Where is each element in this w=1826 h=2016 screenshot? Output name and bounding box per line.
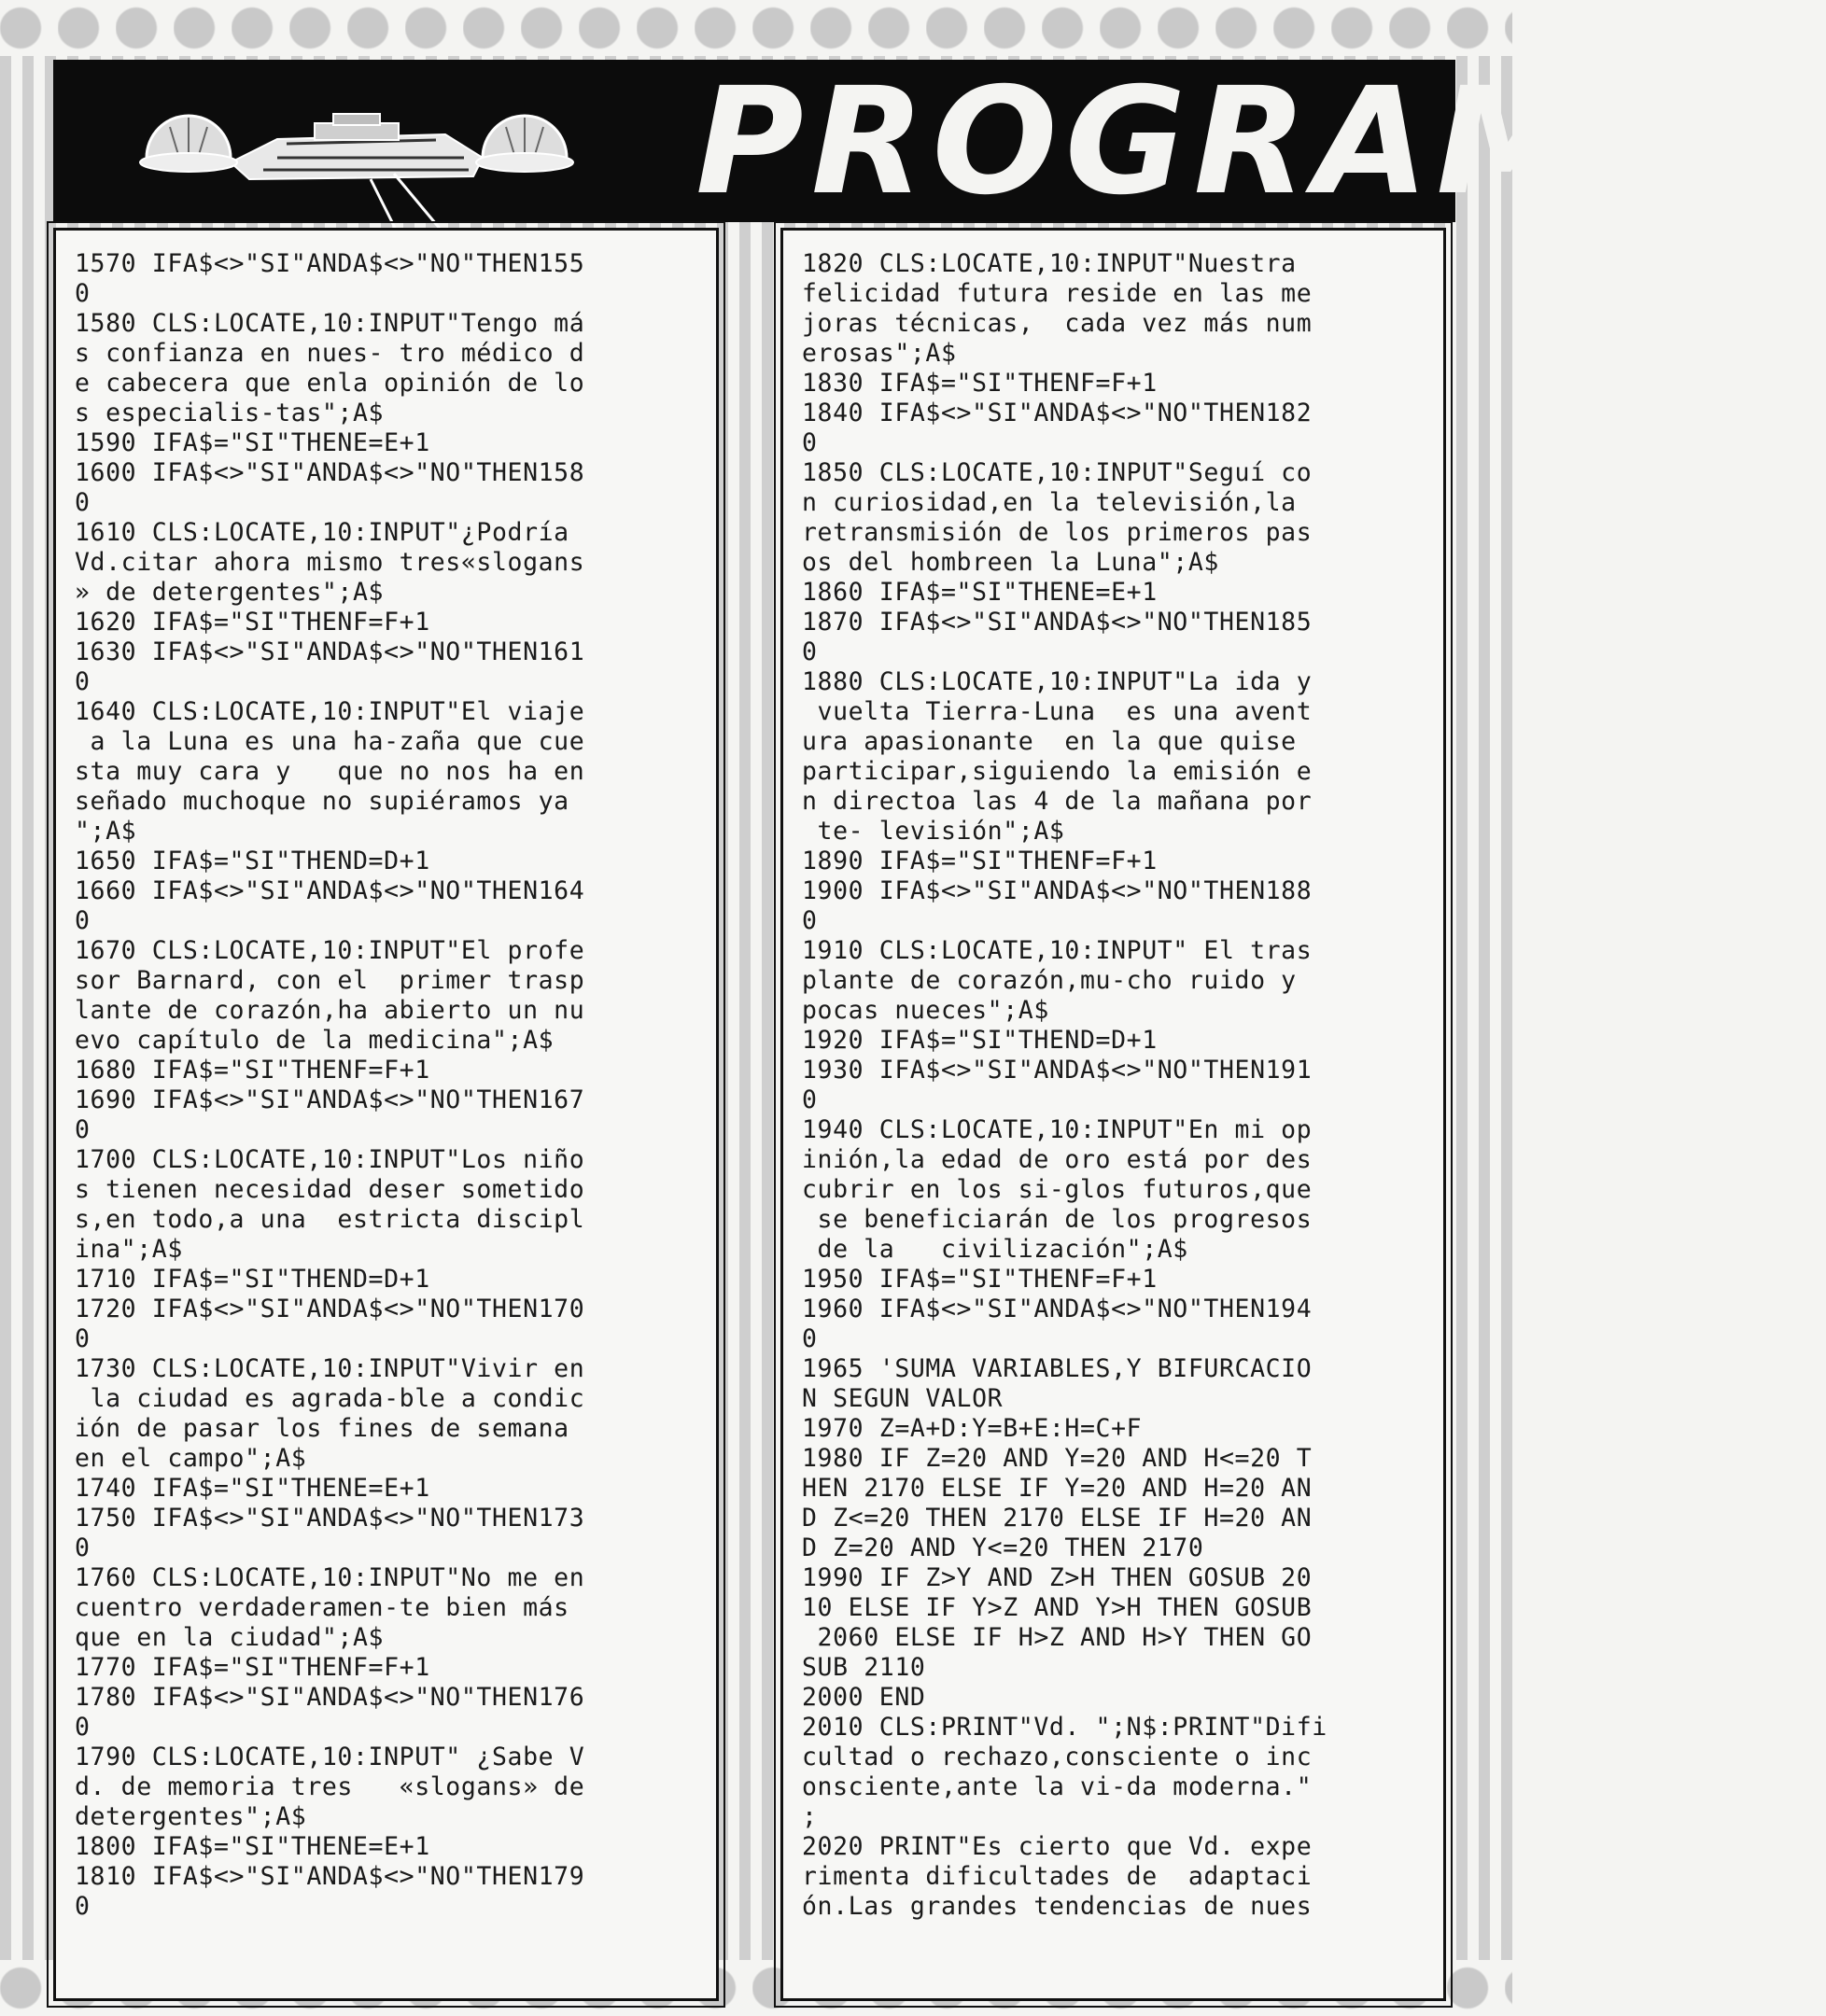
program-listing-right-column xyxy=(780,228,1446,2001)
code-listing-right: 1820 CLS:LOCATE,10:INPUT"Nuestra felicidad futura reside en las me joras técnicas, cada vez más num erosas";A$ 1830 IFA$="SI"THENF=F+1 1840 IFA$<>"SI"ANDA$<>"NO"THEN182 0 1850 CLS:LOCATE,10:INPUT"Seguí co n curiosidad,en la televisión,la retransmisión de los primeros pas os del hombreen la Luna";A$ 1860 IFA$="SI"THENE=E+1 1870 IFA$<>"SI"ANDA$<>"NO"THEN185 0 1880 CLS:LOCATE,10:INPUT"La ida y vuelta Tierra-Luna es una avent ura apasionante en la que quise participar,siguiendo la emisión e n directoa las 4 de la mañana por te- levisión";A$ 1890 IFA$="SI"THENF=F+1 1900 IFA$<>"SI"ANDA$<>"NO"THEN188 0 1910 CLS:LOCATE,10:INPUT" El tras plante de corazón,mu-cho ruido y pocas nueces";A$ 1920 IFA$="SI"THEND=D+1 1930 IFA$<>"SI"ANDA$<>"NO"THEN191 0 1940 CLS:LOCATE,10:INPUT"En mi op inión,la edad de oro está por des cubrir en los si-glos futuros,que se beneficiarán de los progresos de la civilización";A$ 1950 IFA$="SI"THENF=F+1 1960 IFA$<>"SI"ANDA$<>"NO"THEN194 0 1965 'SUMA VARIABLES,Y BIFURCACIO N SEGUN VALOR 1970 Z=A+D:Y=B+E:H=C+F 1980 IF Z=20 AND Y=20 AND H<=20 T HEN 2170 ELSE IF Y=20 AND H=20 AN D Z<=20 THEN 2170 ELSE IF H=20 AN D Z=20 AND Y<=20 THEN 2170 1990 IF Z>Y AND Z>H THEN GOSUB 20 10 ELSE IF Y>Z AND Y>H THEN GOSUB 2060 ELSE IF H>Z AND H>Y THEN GO SUB 2110 2000 END 2010 CLS:PRINT"Vd. ";N$:PRINT"Difi cultad o rechazo,consciente o inc onsciente,ante la vi-da moderna." ; 2020 PRINT"Es cierto que Vd. expe rimenta dificultades de adaptaci ón.Las grandes tendencias de nues xyxy=(802,249,1327,1921)
header-banner xyxy=(53,56,1826,228)
spaceship-illustration xyxy=(91,69,613,218)
program-listing-left-column xyxy=(53,228,719,2001)
page-title: PROGRAMAS xyxy=(695,56,1826,228)
dotted-border-top xyxy=(0,0,1512,56)
code-listing-left: 1570 IFA$<>"SI"ANDA$<>"NO"THEN155 0 1580 CLS:LOCATE,10:INPUT"Tengo má s confianza en nues- tro médico d e cabecera que enla opinión de lo s especialis-tas";A$ 1590 IFA$="SI"THENE=E+1 1600 IFA$<>"SI"ANDA$<>"NO"THEN158 0 1610 CLS:LOCATE,10:INPUT"¿Podría Vd.citar ahora mismo tres«slogans » de detergentes";A$ 1620 IFA$="SI"THENF=F+1 1630 IFA$<>"SI"ANDA$<>"NO"THEN161 0 1640 CLS:LOCATE,10:INPUT"El viaje a la Luna es una ha-zaña que cue sta muy cara y que no nos ha en señado muchoque no supiéramos ya ";A$ 1650 IFA$="SI"THEND=D+1 1660 IFA$<>"SI"ANDA$<>"NO"THEN164 0 1670 CLS:LOCATE,10:INPUT"El profe sor Barnard, con el primer trasp lante de corazón,ha abierto un nu evo capítulo de la medicina";A$ 1680 IFA$="SI"THENF=F+1 1690 IFA$<>"SI"ANDA$<>"NO"THEN167 0 1700 CLS:LOCATE,10:INPUT"Los niño s tienen necesidad deser sometido s,en todo,a una estricta discipl ina";A$ 1710 IFA$="SI"THEND=D+1 1720 IFA$<>"SI"ANDA$<>"NO"THEN170 0 1730 CLS:LOCATE,10:INPUT"Vivir en la ciudad es agrada-ble a condic ión de pasar los fines de semana en el campo";A$ 1740 IFA$="SI"THENE=E+1 1750 IFA$<>"SI"ANDA$<>"NO"THEN173 0 1760 CLS:LOCATE,10:INPUT"No me en cuentro verdaderamen-te bien más que en la ciudad";A$ 1770 IFA$="SI"THENF=F+1 1780 IFA$<>"SI"ANDA$<>"NO"THEN176 0 1790 CLS:LOCATE,10:INPUT" ¿Sabe V d. de memoria tres «slogans» de detergentes";A$ 1800 IFA$="SI"THENE=E+1 1810 IFA$<>"SI"ANDA$<>"NO"THEN179 0 xyxy=(75,249,585,1921)
